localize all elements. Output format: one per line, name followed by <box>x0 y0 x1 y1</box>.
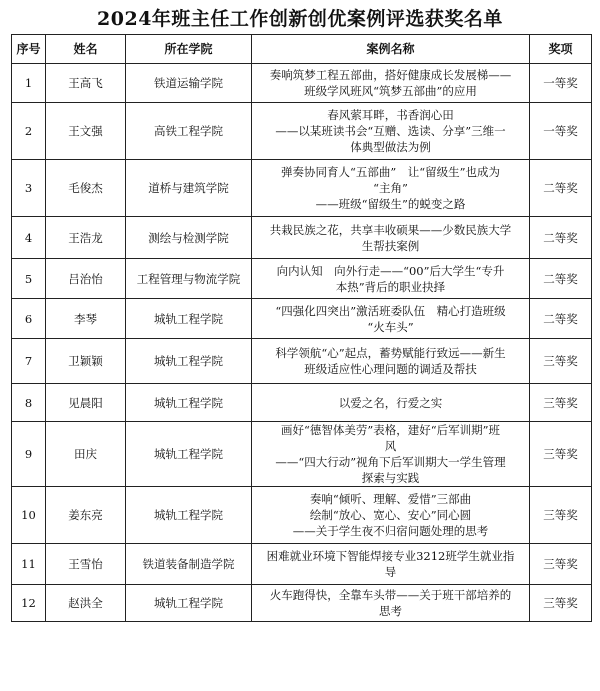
case-title-line: 奏响“倾听、理解、爱惜”三部曲 <box>309 492 472 506</box>
row-award: 三等奖 <box>530 384 592 422</box>
document-title: 2024年班主任工作创新创优案例评选获奖名单 <box>97 8 503 30</box>
row-award: 三等奖 <box>530 339 592 384</box>
row-award: 二等奖 <box>530 299 592 339</box>
row-number: 10 <box>12 487 46 544</box>
row-college: 高铁工程学院 <box>126 103 252 160</box>
case-title-line: “四强化四突出”激活班委队伍 精心打造班级 <box>275 303 506 318</box>
case-title-line: 班级学风班风“筑梦五部曲”的应用 <box>304 84 477 98</box>
row-number: 3 <box>12 160 46 217</box>
case-title-line: 奏响筑梦工程五部曲，搭好健康成长发展梯—— <box>269 68 512 82</box>
row-number: 12 <box>12 585 46 622</box>
table-row <box>12 259 592 299</box>
case-title-line: 风 <box>384 439 397 453</box>
case-title-line: 导 <box>384 565 397 579</box>
row-name: 王文强 <box>46 103 126 160</box>
row-award: 三等奖 <box>530 487 592 544</box>
row-case-title <box>252 585 530 622</box>
table-row <box>12 299 592 339</box>
case-title-line: ——关于学生夜不归宿问题处理的思考 <box>292 524 489 538</box>
table-row <box>12 585 592 622</box>
case-title-line: 困难就业环境下智能焊接专业3212班学生就业指 <box>266 549 515 563</box>
row-name: 田庆 <box>46 422 126 487</box>
row-number: 6 <box>12 299 46 339</box>
row-name: 姜东亮 <box>46 487 126 544</box>
case-title-line: “主角” <box>373 181 408 195</box>
row-case-title <box>252 384 530 422</box>
case-title-line: 绘制“放心、宽心、安心”同心圆 <box>309 508 472 522</box>
row-name: 王雪怡 <box>46 544 126 585</box>
row-case-title <box>252 299 530 339</box>
case-title-line: 体典型做法为例 <box>350 140 431 154</box>
case-title-line: 思考 <box>379 604 402 618</box>
case-title-line: 班级适应性心理问题的调适及帮扶 <box>304 362 477 376</box>
row-name: 毛俊杰 <box>46 160 126 217</box>
row-number: 4 <box>12 217 46 259</box>
table-row <box>12 487 592 544</box>
row-name: 卫颖颖 <box>46 339 126 384</box>
case-title-line: 弹奏协同育人“五部曲” 让“留级生”也成为 <box>280 165 500 179</box>
table-row <box>12 103 592 160</box>
table-row <box>12 339 592 384</box>
row-college: 铁道运输学院 <box>126 64 252 103</box>
case-title-line: 探索与实践 <box>361 471 420 485</box>
row-case-title <box>252 103 530 160</box>
row-award: 一等奖 <box>530 103 592 160</box>
header-name: 姓名 <box>46 35 126 64</box>
row-number: 2 <box>12 103 46 160</box>
header-college: 所在学院 <box>126 35 252 64</box>
row-case-title <box>252 217 530 259</box>
table-body <box>12 64 592 622</box>
header-case: 案例名称 <box>252 35 530 64</box>
case-title-line: 画好“德智体美劳”表格，建好“后军训期”班 <box>280 423 500 437</box>
header-no: 序号 <box>12 35 46 64</box>
row-name: 见晨阳 <box>46 384 126 422</box>
row-number: 8 <box>12 384 46 422</box>
table-row <box>12 160 592 217</box>
case-title-line: 科学领航“心”起点，蓄势赋能行致远——新生 <box>275 346 506 360</box>
row-name: 吕治怡 <box>46 259 126 299</box>
row-case-title <box>252 339 530 384</box>
case-title-line: ——以某班读书会“互赠、选读、分享”三维一 <box>275 124 506 138</box>
row-case-title <box>252 64 530 103</box>
row-college: 城轨工程学院 <box>126 384 252 422</box>
case-title-line: 向内认知 向外行走——“00”后大学生“专升 <box>276 263 505 278</box>
header-award: 奖项 <box>530 35 592 64</box>
case-title-line: 生帮扶案例 <box>361 238 420 253</box>
row-award: 三等奖 <box>530 585 592 622</box>
row-case-title <box>252 259 530 299</box>
row-case-title <box>252 487 530 544</box>
row-name: 赵洪全 <box>46 585 126 622</box>
row-name: 李琴 <box>46 299 126 339</box>
case-title-line: 春风萦耳畔，书香润心田 <box>327 108 454 122</box>
table-row <box>12 217 592 259</box>
case-title-line: 火车跑得快，全靠车头带——关于班干部培养的 <box>269 588 512 602</box>
row-award: 二等奖 <box>530 259 592 299</box>
row-award: 二等奖 <box>530 160 592 217</box>
row-college: 道桥与建筑学院 <box>126 160 252 217</box>
row-number: 9 <box>12 422 46 487</box>
row-name: 王高飞 <box>46 64 126 103</box>
case-title-line: 本热”背后的职业抉择 <box>335 279 446 294</box>
case-title-line: ——班级“留级生”的蜕变之路 <box>315 197 466 211</box>
case-title-line: “火车头” <box>367 319 414 334</box>
award-table <box>11 34 592 622</box>
row-college: 铁道装备制造学院 <box>126 544 252 585</box>
row-college: 城轨工程学院 <box>126 422 252 487</box>
row-number: 5 <box>12 259 46 299</box>
case-title-line: 共栽民族之花，共享丰收硕果——少数民族大学 <box>269 222 512 237</box>
table-row <box>12 422 592 487</box>
case-title-line: ——“四大行动”视角下后军训期大一学生管理 <box>275 455 506 469</box>
row-number: 7 <box>12 339 46 384</box>
table-row <box>12 384 592 422</box>
row-case-title <box>252 422 530 487</box>
table-row <box>12 544 592 585</box>
row-college: 工程管理与物流学院 <box>126 259 252 299</box>
row-award: 三等奖 <box>530 422 592 487</box>
row-number: 1 <box>12 64 46 103</box>
table-header-row <box>12 35 592 64</box>
row-case-title <box>252 160 530 217</box>
row-college: 城轨工程学院 <box>126 487 252 544</box>
table-row <box>12 64 592 103</box>
row-name: 王浩龙 <box>46 217 126 259</box>
row-award: 二等奖 <box>530 217 592 259</box>
row-college: 城轨工程学院 <box>126 585 252 622</box>
row-number: 11 <box>12 544 46 585</box>
case-title-line: 以爱之名，行爱之实 <box>338 395 443 410</box>
row-college: 测绘与检测学院 <box>126 217 252 259</box>
row-case-title <box>252 544 530 585</box>
row-college: 城轨工程学院 <box>126 299 252 339</box>
row-award: 三等奖 <box>530 544 592 585</box>
row-award: 一等奖 <box>530 64 592 103</box>
row-college: 城轨工程学院 <box>126 339 252 384</box>
